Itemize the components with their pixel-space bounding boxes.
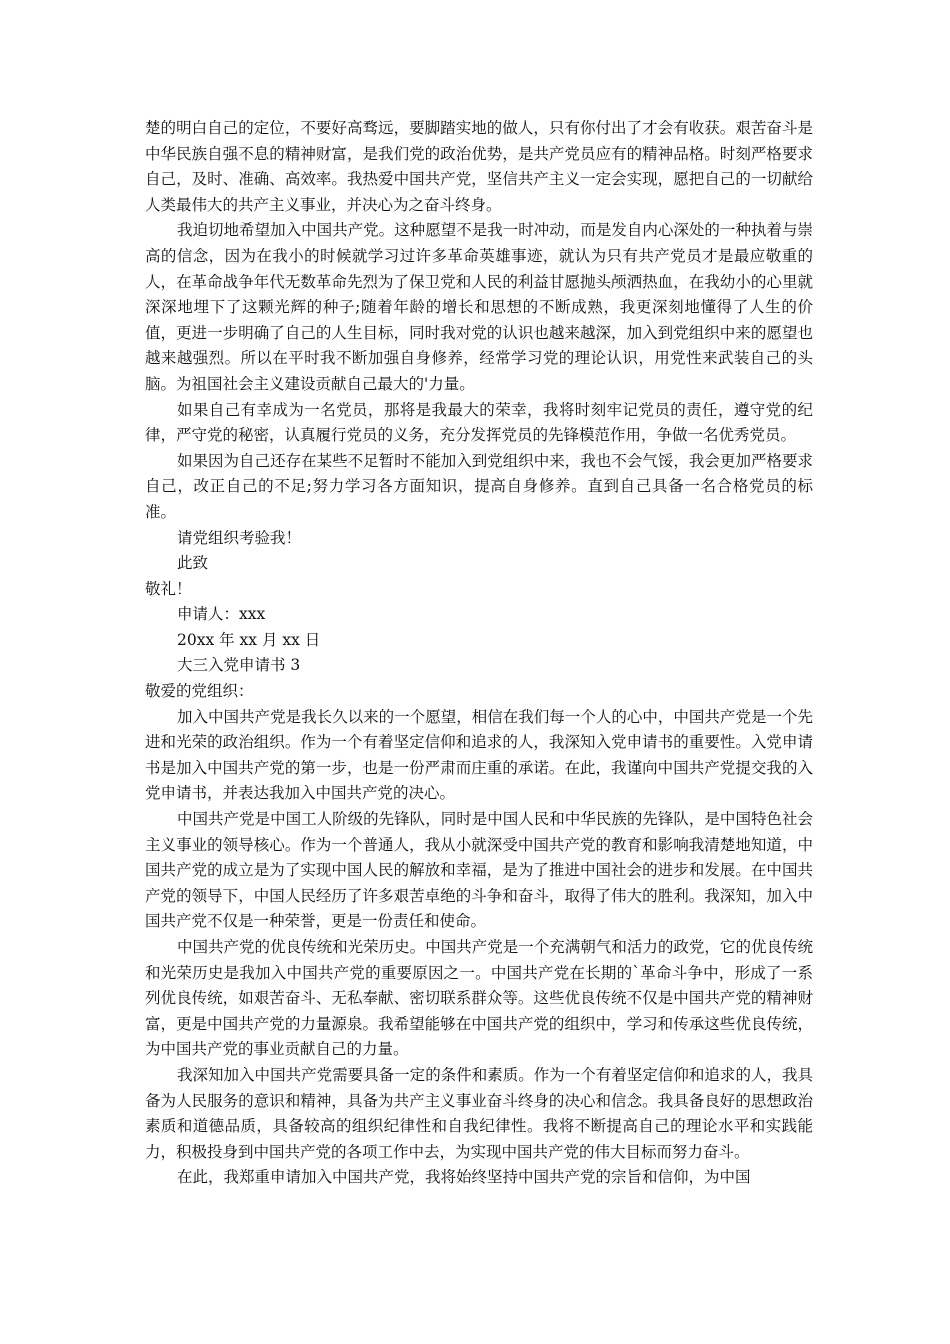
date-line: 20xx 年 xx 月 xx 日 [177,630,321,649]
paragraph-conditions: 我深知加入中国共产党需要具备一定的条件和素质。作为一个有着坚定信仰和追求的人，我具备为人民服务的意识和精神，具备为共产主义事业奋斗终身的决心和信念。我具备良好的思想政治素质和道德品质，具备较高的组织纪律性和自我纪律性。我将不断提高自己的理论水平和实践能力，积极投身到中国共产党的各项工作中去，为实现中国共产党的伟大目标而努力奋斗。 [145,1065,813,1161]
section-title: 大三入党申请书 3 [177,656,301,675]
paragraph-final: 在此，我郑重申请加入中国共产党，我将始终坚持中国共产党的宗旨和信仰，为中国 [177,1168,751,1187]
closing-cizhi: 此致 [177,554,209,573]
paragraph-continuation: 楚的明白自己的定位，不要好高骛远，要脚踏实地的做人，只有你付出了才会有收获。艰苦奋斗是中华民族自强不息的精神财富，是我们党的政治优势，是共产党员应有的精神品格。时刻严格要求自己，及时、准确、高效率。我热爱中国共产党，坚信共产主义一定会实现，愿把自己的一切献给人类最伟大的共产主义事业，并决心为之奋斗终身。 [145,119,813,214]
closing-salute: 敬礼！ [145,579,192,598]
paragraph-if-member: 如果自己有幸成为一名党员，那将是我最大的荣幸，我将时刻牢记党员的责任，遵守党的纪律，严守党的秘密，认真履行党员的义务，充分发挥党员的先锋模范作用，争做一名优秀党员。 [145,400,813,445]
paragraph-intro: 加入中国共产党是我长久以来的一个愿望，相信在我们每一个人的心中，中国共产党是一个先进和光荣的政治组织。作为一个有着坚定信仰和追求的人，我深知入党申请书的重要性。入党申请书是加入中国共产党的第一步，也是一份严肃而庄重的承诺。在此，我谨向中国共产党提交我的入党申请书，并表达我加入中国共产党的决心。 [145,707,813,803]
paragraph-vanguard: 中国共产党是中国工人阶级的先锋队，同时是中国人民和中华民族的先锋队，是中国特色社会主义事业的领导核心。作为一个普通人，我从小就深受中国共产党的教育和影响我清楚地知道，中国共产党的成立是为了实现中国人民的解放和幸福，是为了推进中国社会的进步和发展。在中国共产党的领导下，中国人民经历了许多艰苦卓绝的斗争和奋斗，取得了伟大的胜利。我深知，加入中国共产党不仅是一种荣誉，更是一份责任和使命。 [145,810,813,931]
document-body [145,116,813,1191]
salutation: 敬爱的党组织： [145,682,254,701]
closing-request: 请党组织考验我！ [177,528,302,547]
paragraph-if-not-member: 如果因为自己还存在某些不足暂时不能加入到党组织中来，我也不会气馁，我会更加严格要求自己，改正自己的不足;努力学习各方面知识，提高自身修养。直到自己具备一名合格党员的标准。 [145,451,813,521]
paragraph-aspiration: 我迫切地希望加入中国共产党。这种愿望不是我一时冲动，而是发自内心深处的一种执着与崇高的信念，因为在我小的时候就学习过许多革命英雄事迹，就认为只有共产党员才是最应敬重的人，在革命战争年代无数革命先烈为了保卫党和人民的利益甘愿抛头颅洒热血，在我幼小的心里就深深地埋下了这颗光辉的种子;随着年龄的增长和思想的不断成熟，我更深刻地懂得了人生的价值，更进一步明确了自己的人生目标，同时我对党的认识也越来越深，加入到党组织中来的愿望也越来越强烈。所以在平时我不断加强自身修养，经常学习党的理论认识，用党性来武装自己的头脑。为祖国社会主义建设贡献自己最大的'力量。 [145,221,813,393]
applicant-line: 申请人：xxx [177,605,266,624]
paragraph-traditions: 中国共产党的优良传统和光荣历史。中国共产党是一个充满朝气和活力的政党，它的优良传统和光荣历史是我加入中国共产党的重要原因之一。中国共产党在长期的`革命斗争中，形成了一系列优良传统，如艰苦奋斗、无私奉献、密切联系群众等。这些优良传统不仅是中国共产党的精神财富，更是中国共产党的力量源泉。我希望能够在中国共产党的组织中，学习和传承这些优良传统，为中国共产党的事业贡献自己的力量。 [145,938,813,1059]
